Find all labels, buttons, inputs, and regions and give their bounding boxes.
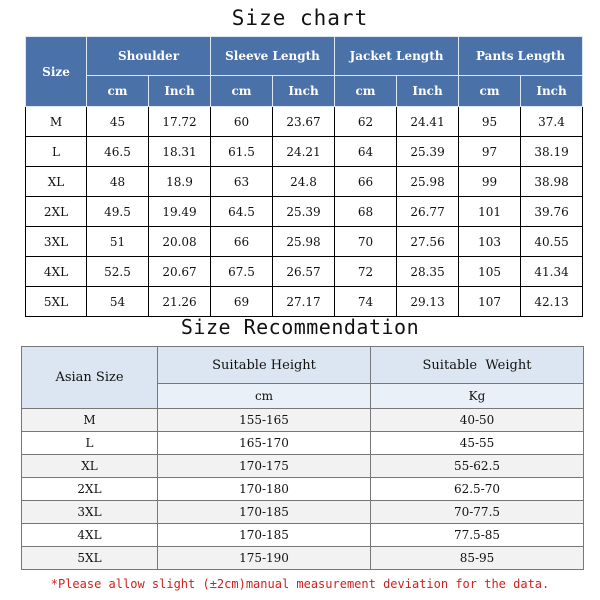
sleeve-inch-cell: 24.8 xyxy=(273,167,335,197)
unit-header: Inch xyxy=(521,76,583,107)
weight-range-cell: 85-95 xyxy=(371,547,584,570)
sleeve-inch-cell: 23.67 xyxy=(273,107,335,137)
sleeve-cm-cell: 67.5 xyxy=(211,257,273,287)
table-row xyxy=(22,524,584,547)
jacket-inch-cell: 26.77 xyxy=(397,197,459,227)
size-column-header: Size xyxy=(26,37,87,107)
pants-inch-cell: 42.13 xyxy=(521,287,583,317)
table-row xyxy=(22,432,584,455)
pants-inch-cell: 40.55 xyxy=(521,227,583,257)
unit-header: Inch xyxy=(397,76,459,107)
height-range-cell: 175-190 xyxy=(158,547,371,570)
jacket-inch-cell: 25.39 xyxy=(397,137,459,167)
pants-inch-cell: 37.4 xyxy=(521,107,583,137)
size-recommendation-title: Size Recommendation xyxy=(180,315,420,339)
jacket-inch-cell: 28.35 xyxy=(397,257,459,287)
table-row xyxy=(22,478,584,501)
size-cell: XL xyxy=(22,455,158,478)
suitable-weight-header: Suitable Weight xyxy=(371,347,584,384)
shoulder-inch-cell: 21.26 xyxy=(149,287,211,317)
sleeve-cm-cell: 63 xyxy=(211,167,273,197)
table-row xyxy=(26,287,583,317)
suitable-height-header: Suitable Height xyxy=(158,347,371,384)
unit-header: cm xyxy=(459,76,521,107)
shoulder-cm-cell: 48 xyxy=(87,167,149,197)
size-chart-table xyxy=(25,36,583,317)
size-chart-body xyxy=(26,107,583,317)
shoulder-inch-cell: 20.08 xyxy=(149,227,211,257)
pants-inch-cell: 38.98 xyxy=(521,167,583,197)
height-range-cell: 170-175 xyxy=(158,455,371,478)
size-cell: 4XL xyxy=(22,524,158,547)
weight-range-cell: 77.5-85 xyxy=(371,524,584,547)
sleeve-cm-cell: 61.5 xyxy=(211,137,273,167)
pants-inch-cell: 41.34 xyxy=(521,257,583,287)
pants-inch-cell: 38.19 xyxy=(521,137,583,167)
shoulder-cm-cell: 49.5 xyxy=(87,197,149,227)
size-cell: M xyxy=(26,107,87,137)
table-row xyxy=(26,167,583,197)
size-cell: 2XL xyxy=(22,478,158,501)
size-chart-title: Size chart xyxy=(231,6,369,30)
weight-range-cell: 40-50 xyxy=(371,409,584,432)
size-cell: M xyxy=(22,409,158,432)
unit-header: cm xyxy=(211,76,273,107)
shoulder-cm-cell: 46.5 xyxy=(87,137,149,167)
size-recommendation-table xyxy=(21,346,584,570)
jacket-cm-cell: 72 xyxy=(335,257,397,287)
shoulder-inch-cell: 19.49 xyxy=(149,197,211,227)
table-row xyxy=(26,227,583,257)
shoulder-header: Shoulder xyxy=(87,37,211,76)
asian-size-header: Asian Size xyxy=(22,347,158,409)
jacket-cm-cell: 70 xyxy=(335,227,397,257)
table-row xyxy=(22,547,584,570)
jacket-cm-cell: 64 xyxy=(335,137,397,167)
pants-cm-cell: 97 xyxy=(459,137,521,167)
unit-header: Inch xyxy=(149,76,211,107)
jacket-cm-cell: 68 xyxy=(335,197,397,227)
weight-range-cell: 55-62.5 xyxy=(371,455,584,478)
sleeve-inch-cell: 27.17 xyxy=(273,287,335,317)
size-recommendation-body xyxy=(22,409,584,570)
table-row xyxy=(22,409,584,432)
shoulder-cm-cell: 54 xyxy=(87,287,149,317)
size-cell: L xyxy=(26,137,87,167)
jacket-length-header: Jacket Length xyxy=(335,37,459,76)
sleeve-inch-cell: 25.98 xyxy=(273,227,335,257)
weight-range-cell: 70-77.5 xyxy=(371,501,584,524)
pants-cm-cell: 101 xyxy=(459,197,521,227)
size-cell: L xyxy=(22,432,158,455)
shoulder-cm-cell: 51 xyxy=(87,227,149,257)
sleeve-cm-cell: 64.5 xyxy=(211,197,273,227)
jacket-cm-cell: 74 xyxy=(335,287,397,317)
table-row xyxy=(26,137,583,167)
height-range-cell: 165-170 xyxy=(158,432,371,455)
pants-inch-cell: 39.76 xyxy=(521,197,583,227)
sleeve-inch-cell: 25.39 xyxy=(273,197,335,227)
jacket-inch-cell: 27.56 xyxy=(397,227,459,257)
jacket-cm-cell: 66 xyxy=(335,167,397,197)
pants-length-header: Pants Length xyxy=(459,37,583,76)
jacket-inch-cell: 25.98 xyxy=(397,167,459,197)
table-row xyxy=(26,257,583,287)
height-range-cell: 170-185 xyxy=(158,524,371,547)
size-cell: 5XL xyxy=(22,547,158,570)
sleeve-cm-cell: 69 xyxy=(211,287,273,317)
shoulder-inch-cell: 20.67 xyxy=(149,257,211,287)
pants-cm-cell: 95 xyxy=(459,107,521,137)
table-row xyxy=(22,501,584,524)
unit-header: Inch xyxy=(273,76,335,107)
sleeve-cm-cell: 60 xyxy=(211,107,273,137)
weight-range-cell: 62.5-70 xyxy=(371,478,584,501)
table-row xyxy=(22,455,584,478)
shoulder-cm-cell: 52.5 xyxy=(87,257,149,287)
jacket-cm-cell: 62 xyxy=(335,107,397,137)
weight-range-cell: 45-55 xyxy=(371,432,584,455)
table-row xyxy=(26,197,583,227)
jacket-inch-cell: 24.41 xyxy=(397,107,459,137)
height-unit-header: cm xyxy=(158,384,371,409)
pants-cm-cell: 107 xyxy=(459,287,521,317)
sleeve-inch-cell: 26.57 xyxy=(273,257,335,287)
shoulder-inch-cell: 18.31 xyxy=(149,137,211,167)
table-row xyxy=(26,107,583,137)
size-cell: 5XL xyxy=(26,287,87,317)
pants-cm-cell: 99 xyxy=(459,167,521,197)
jacket-inch-cell: 29.13 xyxy=(397,287,459,317)
size-cell: 3XL xyxy=(26,227,87,257)
sleeve-cm-cell: 66 xyxy=(211,227,273,257)
size-cell: 2XL xyxy=(26,197,87,227)
weight-unit-header: Kg xyxy=(371,384,584,409)
pants-cm-cell: 105 xyxy=(459,257,521,287)
height-range-cell: 170-180 xyxy=(158,478,371,501)
sleeve-inch-cell: 24.21 xyxy=(273,137,335,167)
sleeve-length-header: Sleeve Length xyxy=(211,37,335,76)
shoulder-inch-cell: 18.9 xyxy=(149,167,211,197)
shoulder-inch-cell: 17.72 xyxy=(149,107,211,137)
unit-header: cm xyxy=(335,76,397,107)
size-cell: 4XL xyxy=(26,257,87,287)
size-cell: 3XL xyxy=(22,501,158,524)
unit-header: cm xyxy=(87,76,149,107)
shoulder-cm-cell: 45 xyxy=(87,107,149,137)
height-range-cell: 155-165 xyxy=(158,409,371,432)
pants-cm-cell: 103 xyxy=(459,227,521,257)
size-cell: XL xyxy=(26,167,87,197)
measurement-note: *Please allow slight (±2cm)manual measurement deviation for the data. xyxy=(50,577,550,591)
height-range-cell: 170-185 xyxy=(158,501,371,524)
